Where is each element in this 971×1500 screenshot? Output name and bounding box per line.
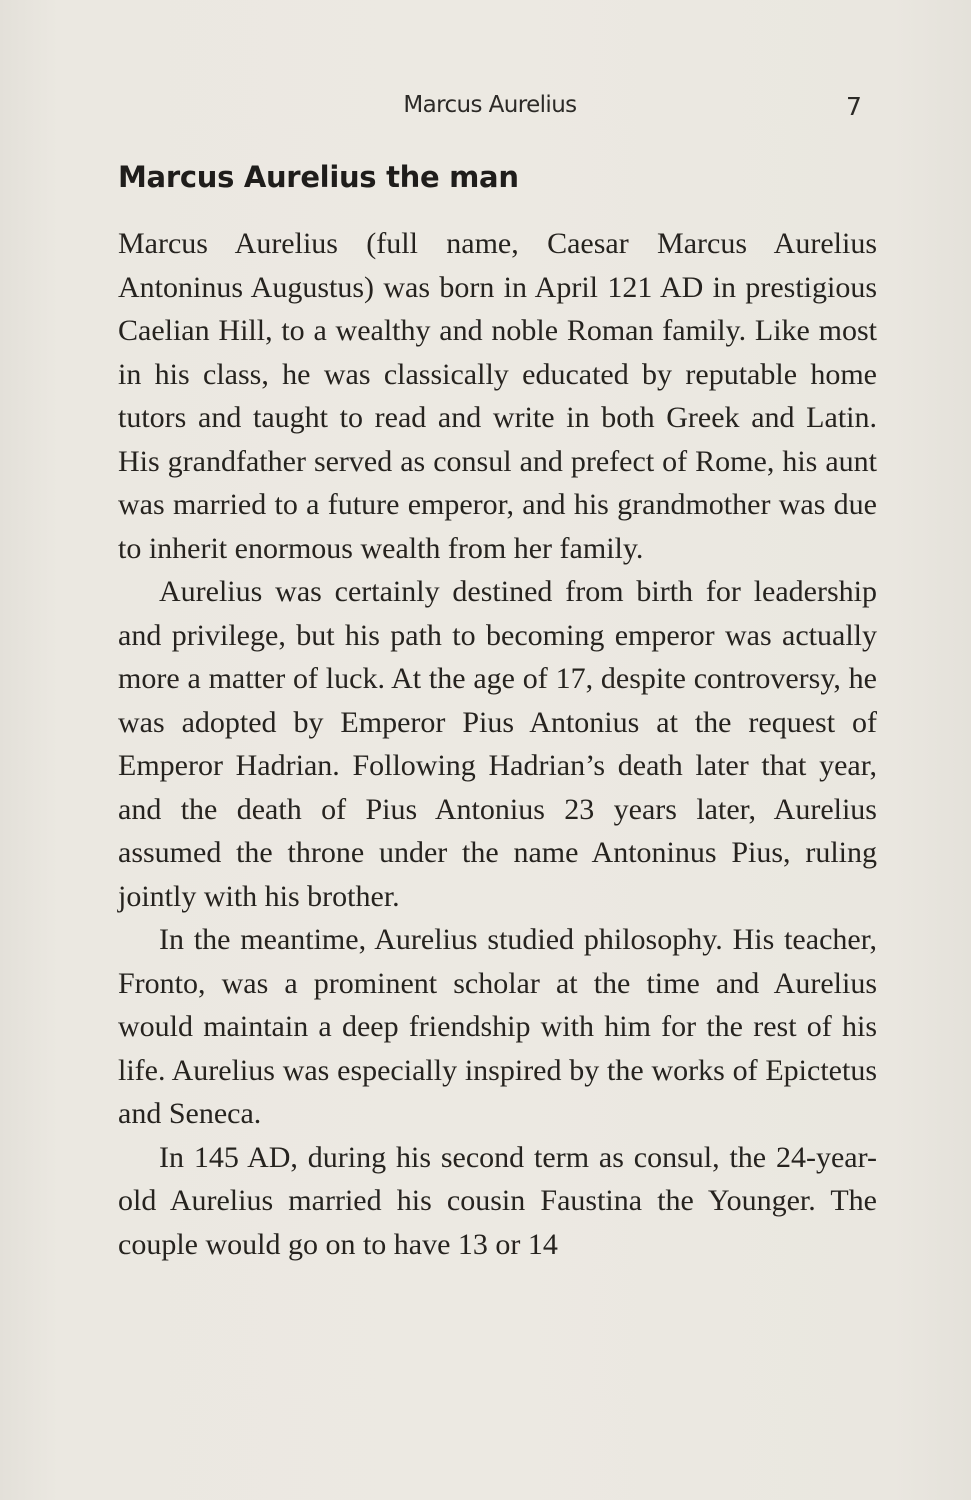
- paragraph-1: Marcus Aurelius (full name, Caesar Marcus Aurelius Antoninus Augustus) was born in April 121 AD in prestigious Caelian Hill, to a wealthy and noble Roman family. Like most in his class, he was classically educated by reputable home tutors and taught to read and write in both Greek and Latin. His grandfather served as consul and prefect of Rome, his aunt was married to a future emperor, and his grandmother was due to inherit enormous wealth from her family.: [118, 227, 877, 565]
- paragraph-3: In the meantime, Aurelius studied philosophy. His teacher, Fronto, was a prominent scholar at the time and Aurelius would maintain a deep friendship with him for the rest of his life. Aurelius was especially inspired by the works of Epictetus and Seneca.: [118, 923, 877, 1130]
- running-head: [0, 92, 971, 128]
- paragraph-2: Aurelius was certainly destined from birth for leadership and privilege, but his path to becoming emperor was actually more a matter of luck. At the age of 17, despite controversy, he was adopted by Emperor Pius Antonius at the request of Emperor Hadrian. Following Hadrian’s death later that year, and the death of Pius Antonius 23 years later, Aurelius assumed the throne under the name Antoninus Pius, ruling jointly with his brother.: [118, 575, 877, 913]
- body-text: [118, 222, 877, 1266]
- page-number: 7: [846, 92, 862, 121]
- paragraph-4: In 145 AD, during his second term as consul, the 24-year-old Aurelius married his cousin Faustina the Younger. The couple would go on to have 13 or 14: [118, 1140, 877, 1261]
- section-heading: Marcus Aurelius the man: [118, 160, 519, 194]
- running-title: Marcus Aurelius: [403, 92, 577, 118]
